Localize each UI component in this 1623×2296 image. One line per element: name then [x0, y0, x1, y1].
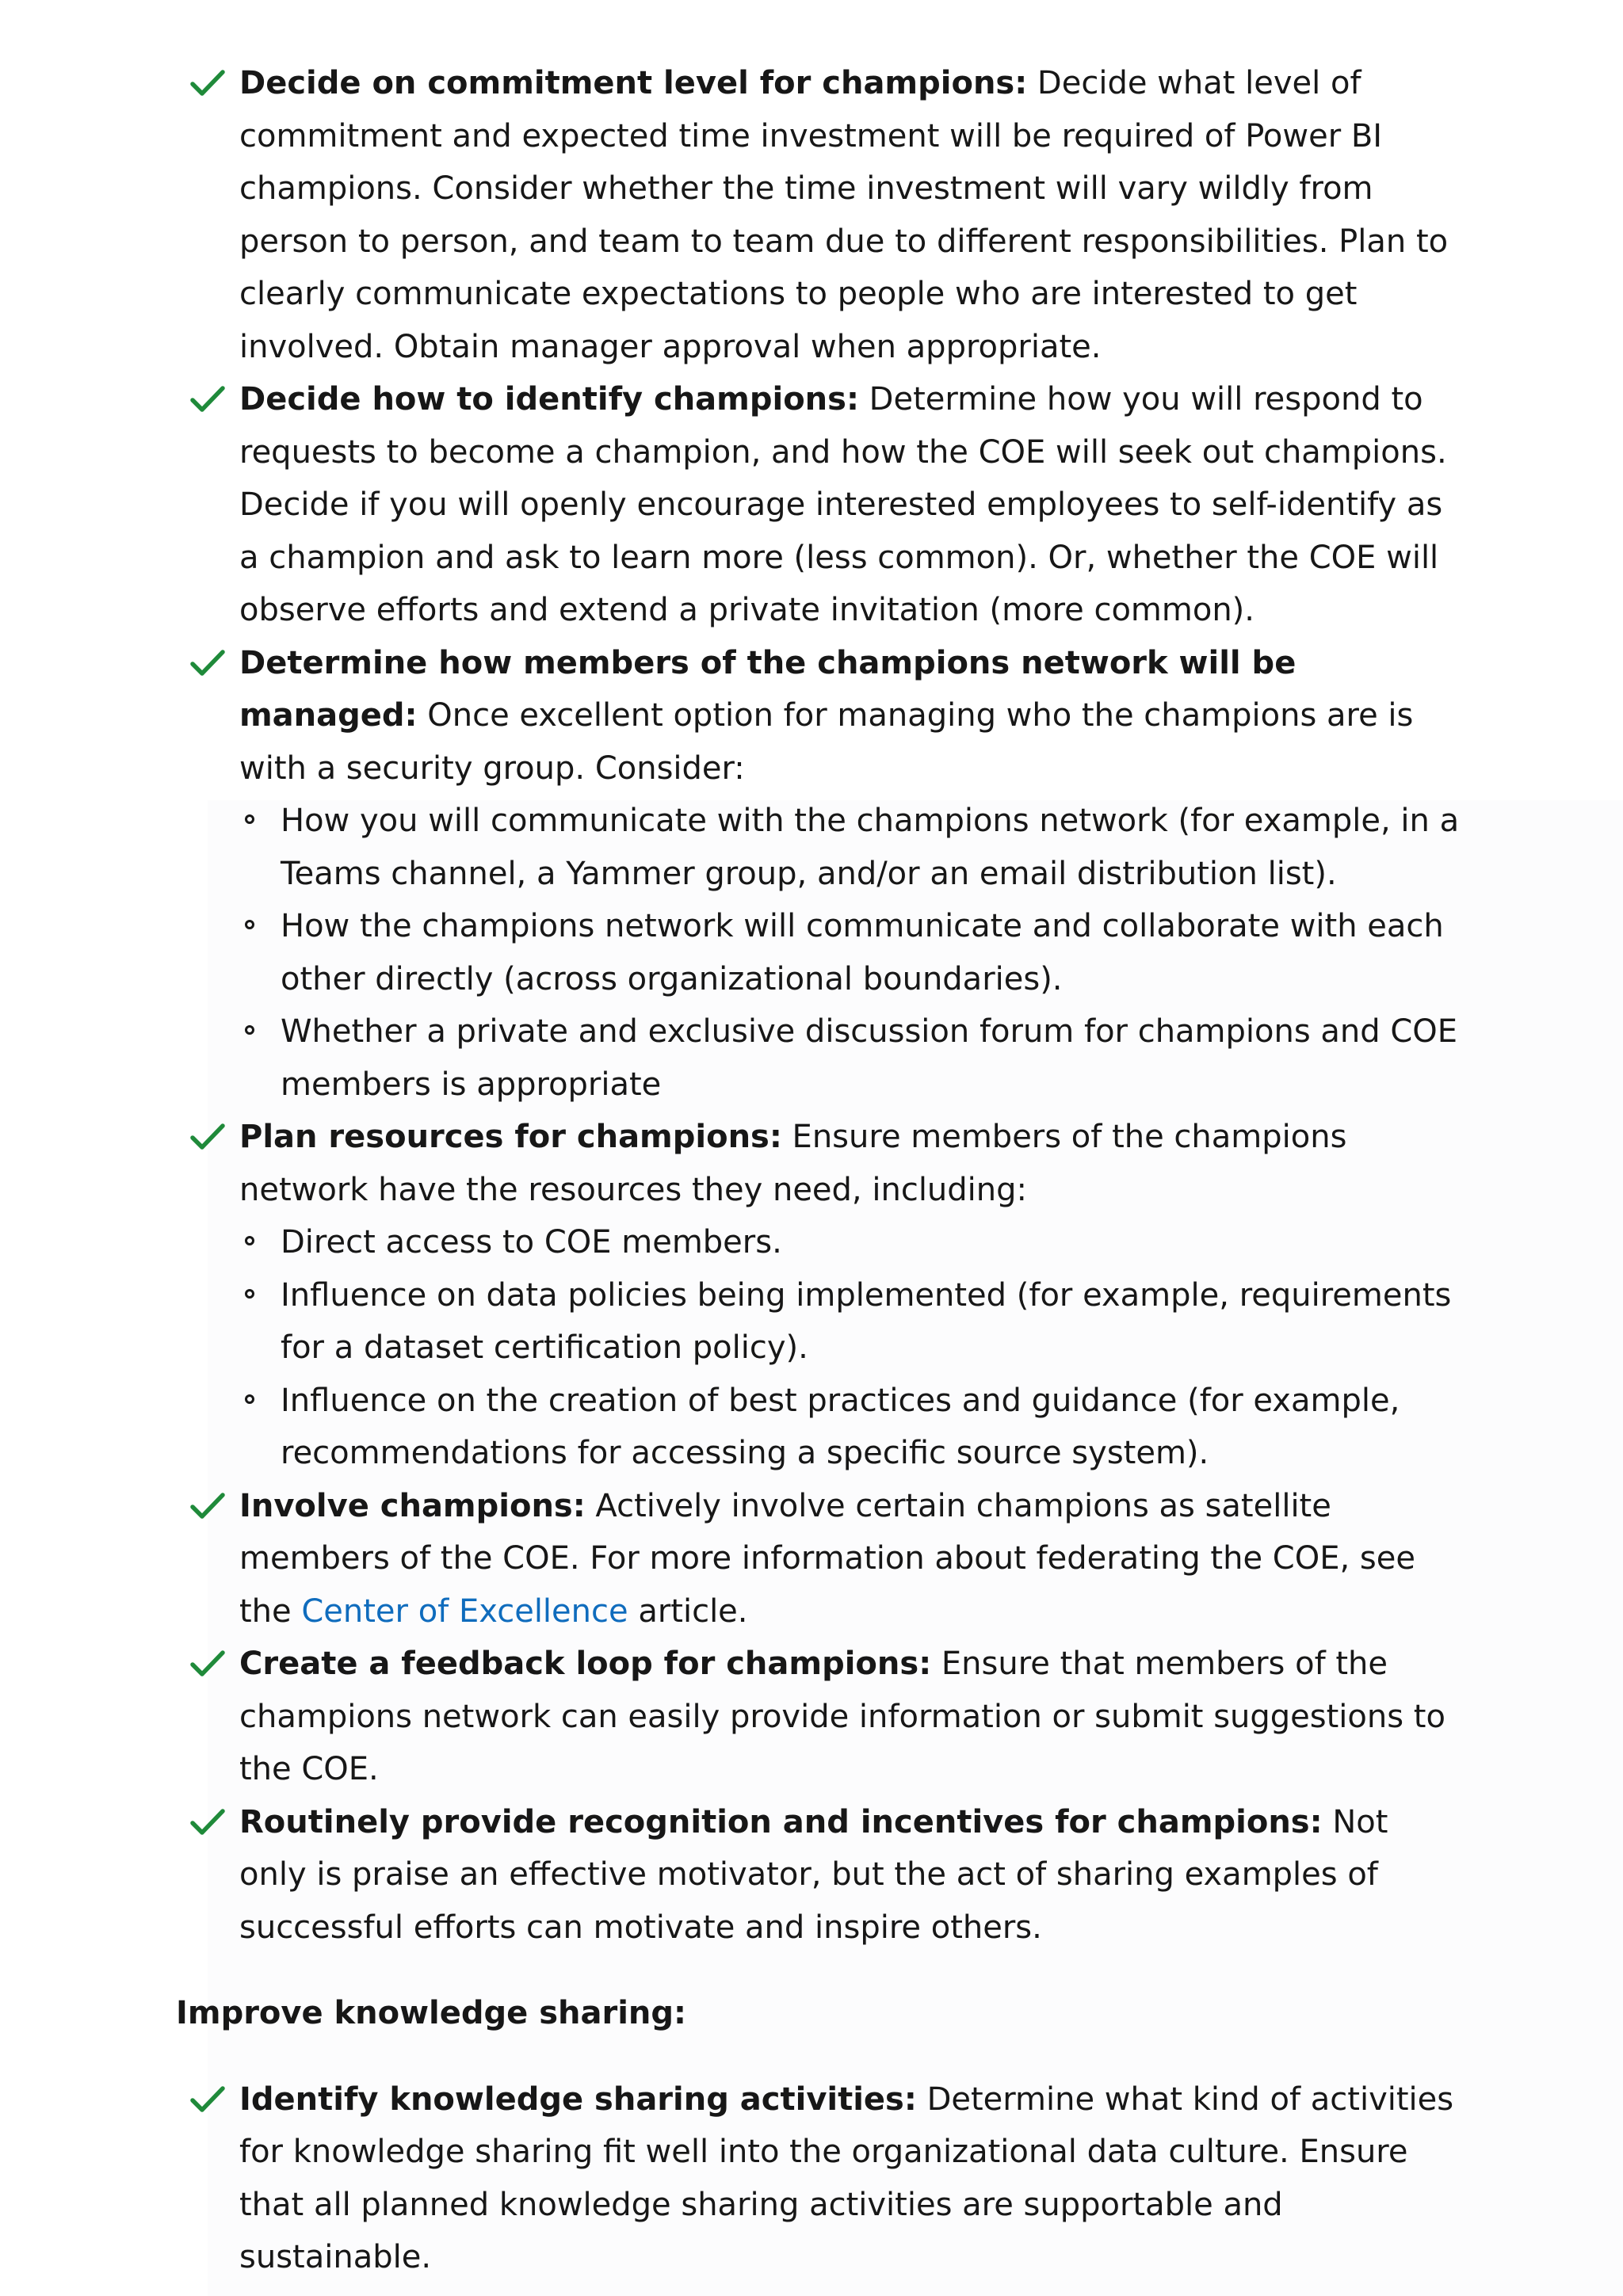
checklist-item-recognition: [0, 1796, 1460, 1955]
checklist-item-title: Involve champions:: [239, 1487, 586, 1524]
checklist-item-title: Routinely provide recognition and incentives for champions:: [239, 1803, 1323, 1840]
checklist-item-text: Ensure members of the champions network have the resources they need, including:: [239, 1119, 1347, 1208]
sub-list-item: [239, 900, 1469, 1005]
sub-list-item: [239, 1375, 1469, 1480]
checklist-item-plan-resources: [0, 1111, 1460, 1480]
document-content: [0, 57, 1623, 2284]
checklist-item-text-after-link: article.: [628, 1592, 748, 1630]
checklist-item-knowledge-activities: [0, 2073, 1460, 2284]
checklist-item-text: Determine how you will respond to requests to become a champion, and how the COE will seek out champions. Decide if you will openly encourage interested employees to self-identify as a champion and ask to learn more (less common). Or, whether the COE will observe efforts and extend a private invitation (more common).: [239, 381, 1447, 628]
checklist-item-identify-champions: [0, 373, 1460, 637]
knowledge-sharing-checklist: [0, 2073, 1623, 2284]
checklist-item-commitment-level: [0, 57, 1460, 373]
checkmark-icon: [190, 649, 225, 677]
section-heading-knowledge-sharing: Improve knowledge sharing:: [176, 1995, 687, 2031]
checklist-item-text: Once excellent option for managing who the champions are is with a security group. Consider:: [239, 697, 1414, 787]
sub-list-item-text: How you will communicate with the champions network (for example, in a Teams channel, a Yammer group, and/or an email distribution list).: [281, 803, 1460, 892]
checklist-item-title: Identify knowledge sharing activities:: [239, 2081, 917, 2118]
hollow-circle-bullet-icon: [245, 1025, 254, 1035]
sub-list-item-text: Direct access to COE members.: [281, 1224, 782, 1261]
hollow-circle-bullet-icon: [245, 1394, 254, 1404]
sub-list-item-text: Influence on data policies being implemented (for example, requirements for a dataset certification policy).: [281, 1276, 1452, 1366]
sub-list-item: [239, 1269, 1469, 1375]
hollow-circle-bullet-icon: [245, 920, 254, 929]
sub-list-item-text: Whether a private and exclusive discussion forum for champions and COE members is appropriate: [281, 1013, 1458, 1103]
champions-checklist: [0, 57, 1623, 1954]
checklist-item-text: Ensure that members of the champions network can easily provide information or submit suggestions to the COE.: [239, 1646, 1445, 1787]
checkmark-icon: [190, 1492, 225, 1520]
sub-list-item: [239, 1216, 1469, 1269]
checklist-item-text: Decide what level of commitment and expected time investment will be required of Power BI champions. Consider whether the time investment will vary wildly from person to person, and team to team due to different responsibilities. Plan to clearly communicate expectations to people who are interested to get involved. Obtain manager approval when appropriate.: [239, 65, 1449, 365]
checklist-item-text: Determine what kind of activities for knowledge sharing fit well into the organizational data culture. Ensure that all planned knowledge sharing activities are supportable and sustainable.: [239, 2081, 1454, 2275]
checklist-item-involve-champions: [0, 1480, 1460, 1638]
sub-list-item: [239, 1005, 1469, 1111]
checklist-item-title: Decide how to identify champions:: [239, 381, 859, 418]
checklist-item-text: Not only is praise an effective motivator, but the act of sharing examples of successful efforts can motivate and inspire others.: [239, 1803, 1388, 1946]
center-of-excellence-link[interactable]: Center of Excellence: [301, 1592, 628, 1630]
hollow-circle-bullet-icon: [245, 1289, 254, 1299]
hollow-circle-bullet-icon: [245, 1236, 254, 1245]
checklist-item-title: Plan resources for champions:: [239, 1119, 782, 1155]
sub-list: [239, 795, 1460, 1111]
sub-list: [239, 1216, 1460, 1480]
sub-list-item-text: Influence on the creation of best practices and guidance (for example, recommendations for accessing a specific source system).: [281, 1382, 1400, 1471]
checklist-item-text: Actively involve certain champions as satellite members of the COE. For more information about federating the COE, see the: [239, 1487, 1415, 1630]
checkmark-icon: [190, 1123, 225, 1151]
checklist-item-title: Decide on commitment level for champions:: [239, 65, 1028, 101]
checklist-item-feedback-loop: [0, 1638, 1460, 1796]
checklist-item-title: Determine how members of the champions network will be managed:: [239, 644, 1296, 734]
checkmark-icon: [190, 69, 225, 97]
sub-list-item: [239, 795, 1469, 900]
checkmark-icon: [190, 385, 225, 414]
checkmark-icon: [190, 1650, 225, 1678]
checkmark-icon: [190, 2085, 225, 2114]
checklist-item-title: Create a feedback loop for champions:: [239, 1646, 932, 1682]
hollow-circle-bullet-icon: [245, 814, 254, 824]
checkmark-icon: [190, 1808, 225, 1836]
checklist-item-manage-network: [0, 637, 1460, 1112]
sub-list-item-text: How the champions network will communicate and collaborate with each other directly (across organizational boundaries).: [281, 908, 1444, 997]
